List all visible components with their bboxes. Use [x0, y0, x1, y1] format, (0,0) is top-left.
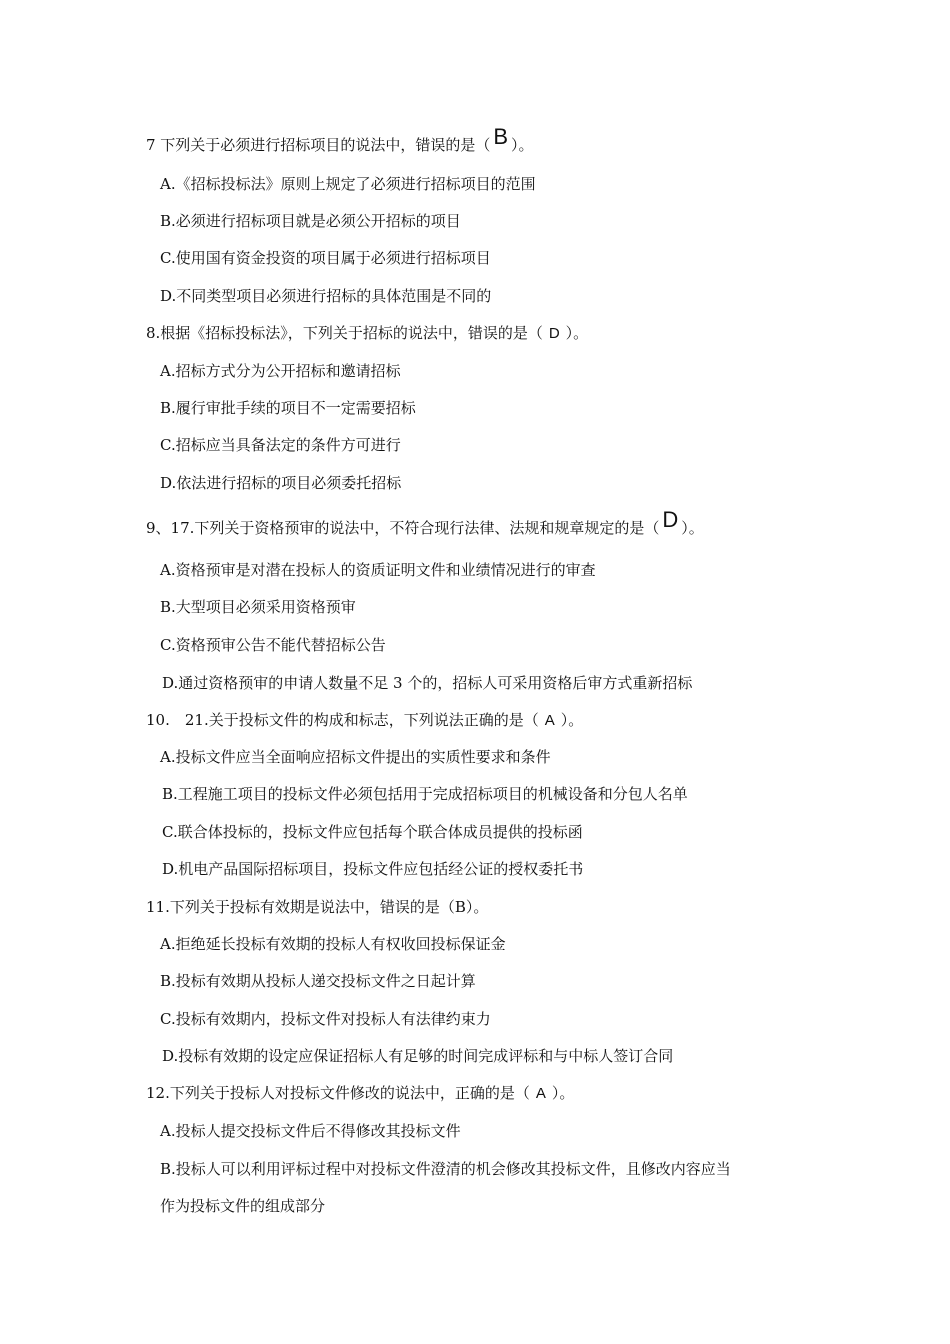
option-d: D.机电产品国际招标项目，投标文件应包括经公证的授权委托书 [162, 860, 584, 878]
answer-letter: A [544, 712, 555, 729]
question-stem-text: 8.根据《招标投标法》，下列关于招标的说法中，错误的是（ [146, 324, 543, 342]
question-8-stem [146, 323, 588, 344]
option-a: A.《招标投标法》原则上规定了必须进行招标项目的范围 [160, 175, 536, 193]
question-stem-text: 10. 21.关于投标文件的构成和标志，下列说法正确的是（ [146, 711, 539, 729]
option-a: A.投标人提交投标文件后不得修改其投标文件 [160, 1122, 461, 1140]
option-b: B.投标有效期从投标人递交投标文件之日起计算 [160, 972, 476, 990]
option-b: B.工程施工项目的投标文件必须包括用于完成招标项目的机械设备和分包人名单 [162, 785, 688, 803]
option-c: C.使用国有资金投资的项目属于必须进行招标项目 [160, 249, 491, 267]
question-stem-tail: ）。 [465, 898, 489, 916]
answer-letter: B [493, 124, 509, 149]
option-d: D.投标有效期的设定应保证招标人有足够的时间完成评标和与中标人签订合同 [162, 1047, 674, 1065]
option-b-continued: 作为投标文件的组成部分 [160, 1197, 326, 1215]
option-d: D.依法进行招标的项目必须委托招标 [160, 474, 402, 492]
option-a: A.资格预审是对潜在投标人的资质证明文件和业绩情况进行的审查 [160, 561, 596, 579]
option-c: C.资格预审公告不能代替招标公告 [160, 636, 386, 654]
question-stem-tail: ）。 [681, 519, 704, 537]
option-a: A.投标文件应当全面响应招标文件提出的实质性要求和条件 [160, 748, 551, 766]
option-b: B.必须进行招标项目就是必须公开招标的项目 [160, 212, 461, 230]
answer-letter: A [535, 1085, 546, 1102]
option-b: B.投标人可以利用评标过程中对投标文件澄清的机会修改其投标文件，且修改内容应当 [160, 1160, 731, 1178]
option-a: A.拒绝延长投标有效期的投标人有权收回投标保证金 [160, 935, 506, 953]
answer-letter: D [662, 507, 679, 532]
question-10-stem [146, 710, 583, 731]
option-b: B.大型项目必须采用资格预审 [160, 598, 356, 616]
question-9-stem [146, 507, 704, 538]
question-stem-tail: ）。 [551, 1084, 575, 1102]
question-stem-tail: ）。 [565, 324, 589, 342]
option-d: D.通过资格预审的申请人数量不足 3 个的，招标人可采用资格后审方式重新招标 [162, 674, 693, 692]
option-c: C.联合体投标的，投标文件应包括每个联合体成员提供的投标函 [162, 823, 583, 841]
answer-letter: B [454, 898, 466, 916]
question-11-stem [146, 897, 488, 917]
option-b: B.履行审批手续的项目不一定需要招标 [160, 399, 416, 417]
option-c: C.投标有效期内，投标文件对投标人有法律约束力 [160, 1010, 491, 1028]
answer-letter: D [548, 325, 560, 342]
option-d: D.不同类型项目必须进行招标的具体范围是不同的 [160, 287, 492, 305]
question-stem-text: 12.下列关于投标人对投标文件修改的说法中，正确的是（ [146, 1084, 530, 1102]
question-stem-text: 7 下列关于必须进行招标项目的说法中，错误的是（ [146, 136, 491, 154]
question-stem-tail: ）。 [511, 136, 534, 154]
option-c: C.招标应当具备法定的条件方可进行 [160, 436, 401, 454]
option-a: A.招标方式分为公开招标和邀请招标 [160, 362, 401, 380]
question-7-stem [146, 124, 534, 155]
question-stem-text: 11.下列关于投标有效期是说法中，错误的是（ [146, 898, 455, 916]
question-12-stem [146, 1083, 574, 1104]
question-stem-tail: ）。 [560, 711, 584, 729]
question-stem-text: 9、17.下列关于资格预审的说法中，不符合现行法律、法规和规章规定的是（ [146, 519, 660, 537]
